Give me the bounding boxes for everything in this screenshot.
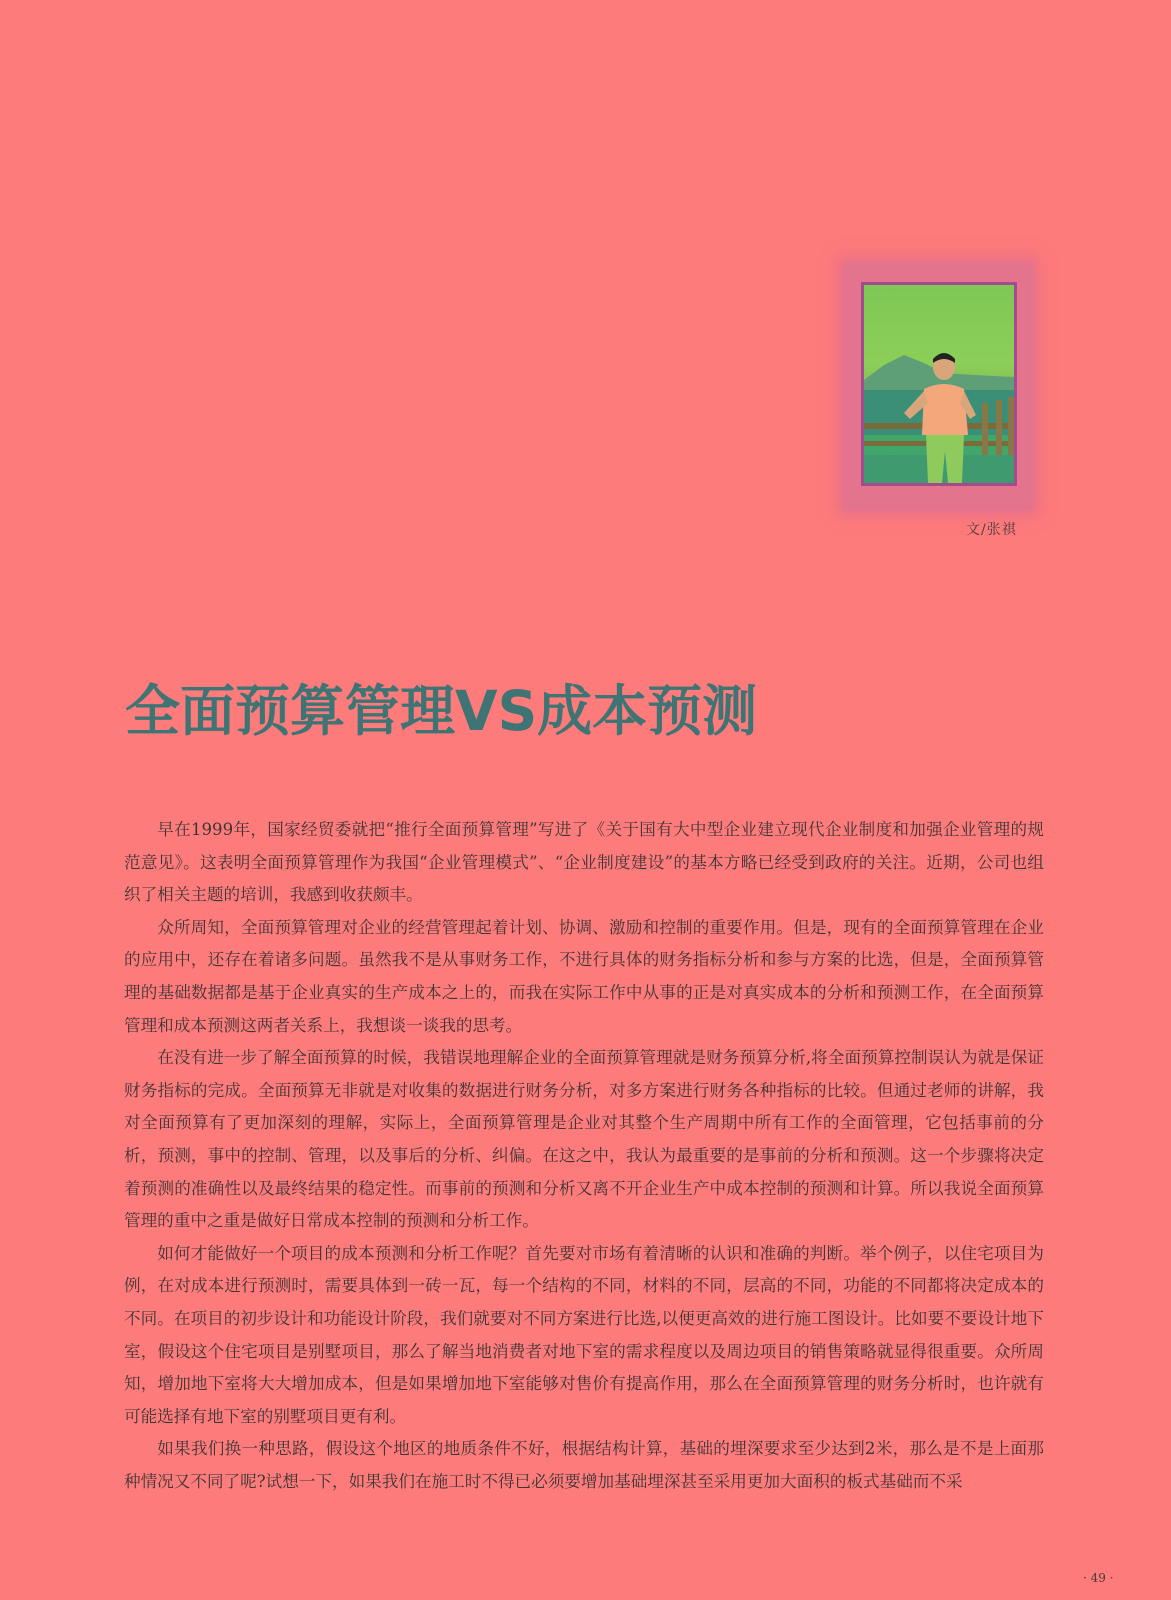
article-paragraph: 众所周知，全面预算管理对企业的经营管理起着计划、协调、激励和控制的重要作用。但是，现有的全面预算管理在企业的应用中，还存在着诸多问题。虽然我不是从事财务工作，不进行具体的财务指标分析和参与方案的比选，但是，全面预算管理的基础数据都是基于企业真实的生产成本之上的，而我在实际工作中从事的正是对真实成本的分析和预测工作，在全面预算管理和成本预测这两者关系上，我想谈一谈我的思考。: [124, 917, 1044, 1035]
author-photo: [861, 282, 1017, 486]
author-photo-image: [864, 285, 1014, 483]
photo-person-shirt: [922, 384, 968, 435]
article-title: 全面预算管理VS成本预测: [125, 679, 758, 743]
article-body: [124, 814, 1044, 1498]
article-paragraph: 早在1999年，国家经贸委就把“推行全面预算管理”写进了《关于国有大中型企业建立现代企业制度和加强企业管理的规范意见》。这表明全面预算管理作为我国“企业管理模式”、“企业制度建设”的基本方略已经受到政府的关注。近期，公司也组织了相关主题的培训，我感到收获颇丰。: [124, 820, 1044, 905]
article-paragraph: 如何才能做好一个项目的成本预测和分析工作呢？首先要对市场有着清晰的认识和准确的判断。举个例子，以住宅项目为例，在对成本进行预测时，需要具体到一砖一瓦，每一个结构的不同，材料的不同，层高的不同，功能的不同都将决定成本的不同。在项目的初步设计和功能设计阶段，我们就要对不同方案进行比选,以便更高效的进行施工图设计。比如要不要设计地下室，假设这个住宅项目是别墅项目，那么了解当地消费者对地下室的需求程度以及周边项目的销售策略就显得很重要。众所周知，增加地下室将大大增加成本，但是如果增加地下室能够对售价有提高作用，那么在全面预算管理的财务分析时，也许就有可能选择有地下室的别墅项目更有利。: [124, 1243, 1044, 1426]
article-paragraph: 在没有进一步了解全面预算的时候，我错误地理解企业的全面预算管理就是财务预算分析,将全面预算控制误认为就是保证财务指标的完成。全面预算无非就是对收集的数据进行财务分析，对多方案进行财务各种指标的比较。但通过老师的讲解，我对全面预算有了更加深刻的理解，实际上，全面预算管理是企业对其整个生产周期中所有工作的全面管理，它包括事前的分析，预测，事中的控制、管理，以及事后的分析、纠偏。在这之中，我认为最重要的是事前的分析和预测。这一个步骤将决定着预测的准确性以及最终结果的稳定性。而事前的预测和分析又离不开企业生产中成本控制的预测和计算。所以我说全面预算管理的重中之重是做好日常成本控制的预测和分析工作。: [124, 1048, 1044, 1231]
page-number: · 49 ·: [1083, 1571, 1114, 1585]
author-byline: 文/张祺: [966, 522, 1017, 538]
article-paragraph: 如果我们换一种思路，假设这个地区的地质条件不好，根据结构计算，基础的埋深要求至少达到2米，那么是不是上面那种情况又不同了呢?试想一下，如果我们在施工时不得已必须要增加基础埋深甚至采用更加大面积的板式基础而不采: [124, 1439, 1044, 1491]
author-photo-frame: [843, 262, 1033, 510]
